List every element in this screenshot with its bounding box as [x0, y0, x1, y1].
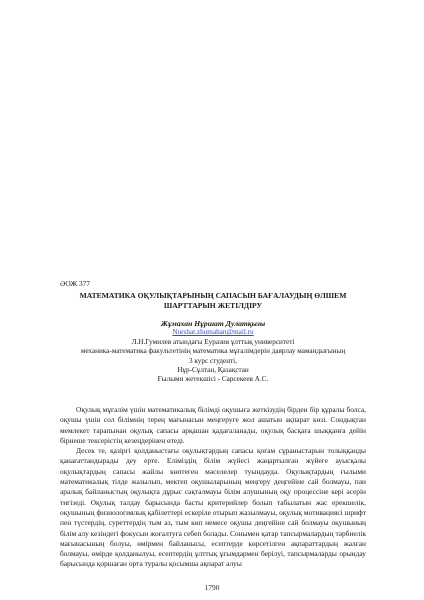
article-title [60, 291, 366, 312]
body-paragraph-1: Оқулық мұғалім үшін математикалық білімді оқушыға жеткізудің бірден бір құралы болса, оқушы үшін сол білімнің терең мағынасын меңгеруге жол ашатын ақпарат көзі. Сондықтан мемлекет тарапынан оқулық сапасы арқашан қадағаланады, оқулық басқаға шыққанға дейін бірнеше тексерістің кезеңдерінен өтеді. [60, 405, 366, 445]
article-body [60, 405, 366, 570]
author-affiliation-2: механика-математика факультетінің математика мұғалімдерін даярлау мамандығының [80, 347, 346, 356]
author-affiliation-3: 3 курс студенті, [189, 356, 237, 365]
author-block [60, 319, 366, 385]
article-title-line-1: МАТЕМАТИКА ОҚУЛЫҚТАРЫНЫҢ САПАСЫН БАҒАЛАУДЫҢ ӨЛШЕМ [79, 291, 347, 300]
author-affiliation-1: Л.Н.Гумилев атындағы Еуразия ұлттық университеті [131, 337, 295, 346]
udc-code: ӘОЖ 377 [60, 279, 91, 288]
body-paragraph-2: Десек те, қазіргі қолданыстағы оқулықтардың сапасы қоғам сұраныстарын толыққанды қанағаттандырады деу ерте. Еліміздің білім жүйесі жаңартылған жүйеге ауысқалы оқулықтардың сапасы жайлы көптеген мәселелер туындауда. Оқулықтардың ғылыми математикалық тілде жазылып, мектеп оқушыларының меңгеру деңгейіне сай болмауы, пән аралық байланыстың оқулықта дұрыс сақталмауы білім алушының оқу процессіне кері әсерін тигізеді. Оқулық талдау барысында басты критерийлер болып табылатын жас ерекшелік, оқушының физиологиялық қабілеттері ескеріле отырып жазылмауы, оқулық мотивациясі шрифт пен түстердің, суреттердің тым аз, тым көп немесе оқушы деңгейіне сай болмауы оқушының білім алу кезіндегі фокусын жоғалтуға себеп болады. Сонымен қатар тапсырмалардың тәрбиелік мағынасының болуы, өмірмен байланысы, есептерде көрсетілген ақпараттардың жалған болмауы, өмірде қолданылуы, есептердің ұлттық ұғымдармен берілуі, тапсырмаларды орындау барысында қоршаған орта туралы қосымша ақпарат алуы [60, 446, 366, 569]
author-location: Нұр-Сұлтан, Қазақстан [177, 366, 249, 375]
author-email-link[interactable]: Nurshat.zhumahan@mail.ru [172, 328, 254, 337]
author-name: Жұмахан Нұршат Дулатқызы [160, 319, 266, 328]
article-title-line-2: ШАРТТАРЫН ЖЕТІЛДІРУ [163, 301, 263, 311]
page-number-footer: 1790 [204, 583, 220, 592]
author-supervisor: Ғылыми жетекшісі - Сарсекеев А.С. [157, 375, 269, 384]
